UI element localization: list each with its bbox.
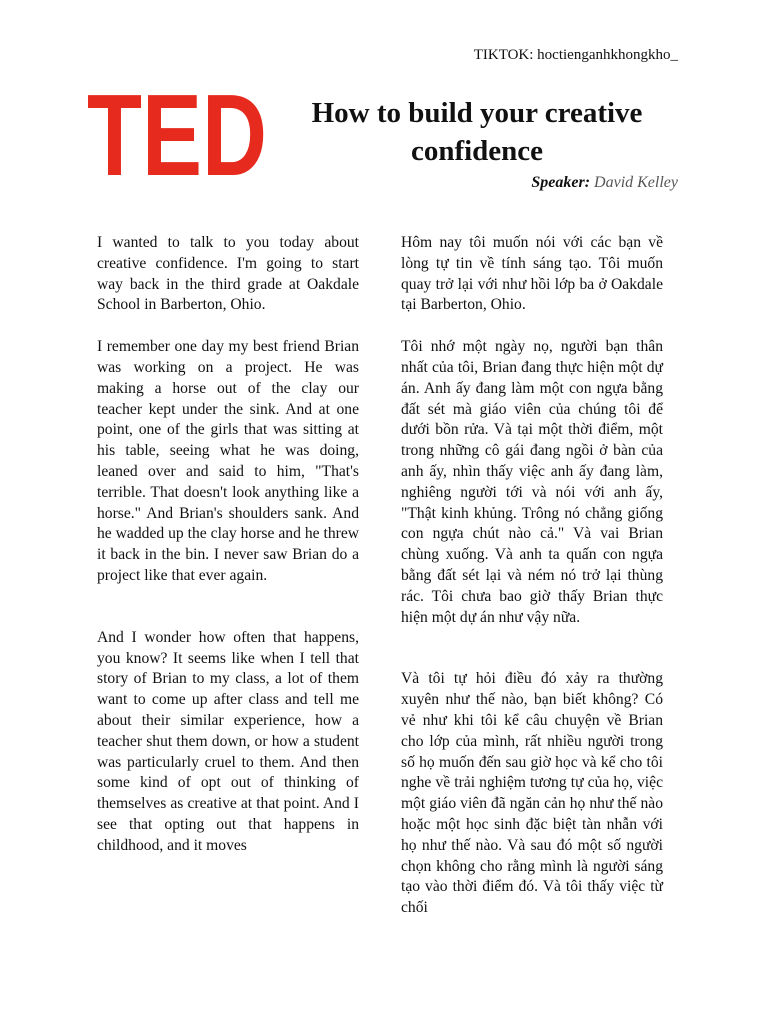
ted-logo — [87, 70, 267, 200]
english-column — [97, 233, 359, 857]
speaker-name: David Kelley — [594, 174, 678, 191]
vietnamese-paragraph-3: Và tôi tự hỏi điều đó xảy ra thường xuyên như thế nào, bạn biết không? Có vẻ như khi tôi kể câu chuyện về Brian cho lớp của mình, rất nhiều người trong số họ muốn đến sau giờ học và kể cho tôi nghe về trải nghiệm tương tự của họ, việc một giáo viên đã ngăn cản họ như thế nào hoặc một học sinh đặc biệt tàn nhẫn với họ như thế nào. Và sau đó một số người chọn không cho rằng mình là người sáng tạo vào thời điểm đó. Và tôi thấy việc từ chối — [401, 670, 663, 917]
tiktok-handle: TIKTOK: hoctienganhkhongkho_ — [473, 47, 678, 63]
english-paragraph-1: I wanted to talk to you today about creative confidence. I'm going to start way back in the third grade at Oakdale School in Barberton, Ohio. — [97, 234, 359, 314]
vietnamese-paragraph-1: Hôm nay tôi muốn nói với các bạn về lòng tự tin về tính sáng tạo. Tôi muốn quay trở lại với như hồi lớp ba ở Oakdale tại Barberton, Ohio. — [401, 234, 663, 314]
speaker-label: Speaker: — [531, 174, 591, 191]
talk-title: How to build your creative confidence — [311, 97, 643, 167]
vietnamese-paragraph-2: Tôi nhớ một ngày nọ, người bạn thân nhất của tôi, Brian đang thực hiện một dự án. Anh ấy đang làm một con ngựa bằng đất sét mà giáo viên của chúng tôi để dưới bồn rửa. Và tại một thời điểm, một trong những cô gái đang ngồi ở bàn của anh ấy, nhìn thấy việc anh ấy đang làm, nghiêng người tới và nói với anh ấy, "Thật kinh khủng. Trông nó chẳng giống con ngựa chút nào cả." Và vai Brian chùng xuống. Và anh ta quấn con ngựa bằng đất sét lại và ném nó trở lại thùng rác. Tôi chưa bao giờ thấy Brian thực hiện một dự án như vậy nữa. — [401, 338, 663, 626]
speaker-line — [531, 172, 678, 194]
english-paragraph-2: I remember one day my best friend Brian was working on a project. He was making a horse out of the clay our teacher kept under the sink. And at one point, one of the girls that was sitting at his table, seeing what he was doing, leaned over and said to him, "That's terrible. That doesn't look anything like a horse." And Brian's shoulders sank. And he wadded up the clay horse and he threw it back in the bin. I never saw Brian do a project like that ever again. — [97, 338, 359, 584]
vietnamese-column — [401, 233, 663, 919]
english-paragraph-3: And I wonder how often that happens, you know? It seems like when I tell that story of Brian to my class, a lot of them want to come up after class and tell me about their similar experience, how a teacher shut them down, or how a student was particularly cruel to them. And then some kind of opt out of thinking of themselves as creative at that point. And I see that opting out that happens in childhood, and it moves — [97, 628, 359, 854]
ted-logo-text: TED — [87, 70, 267, 200]
